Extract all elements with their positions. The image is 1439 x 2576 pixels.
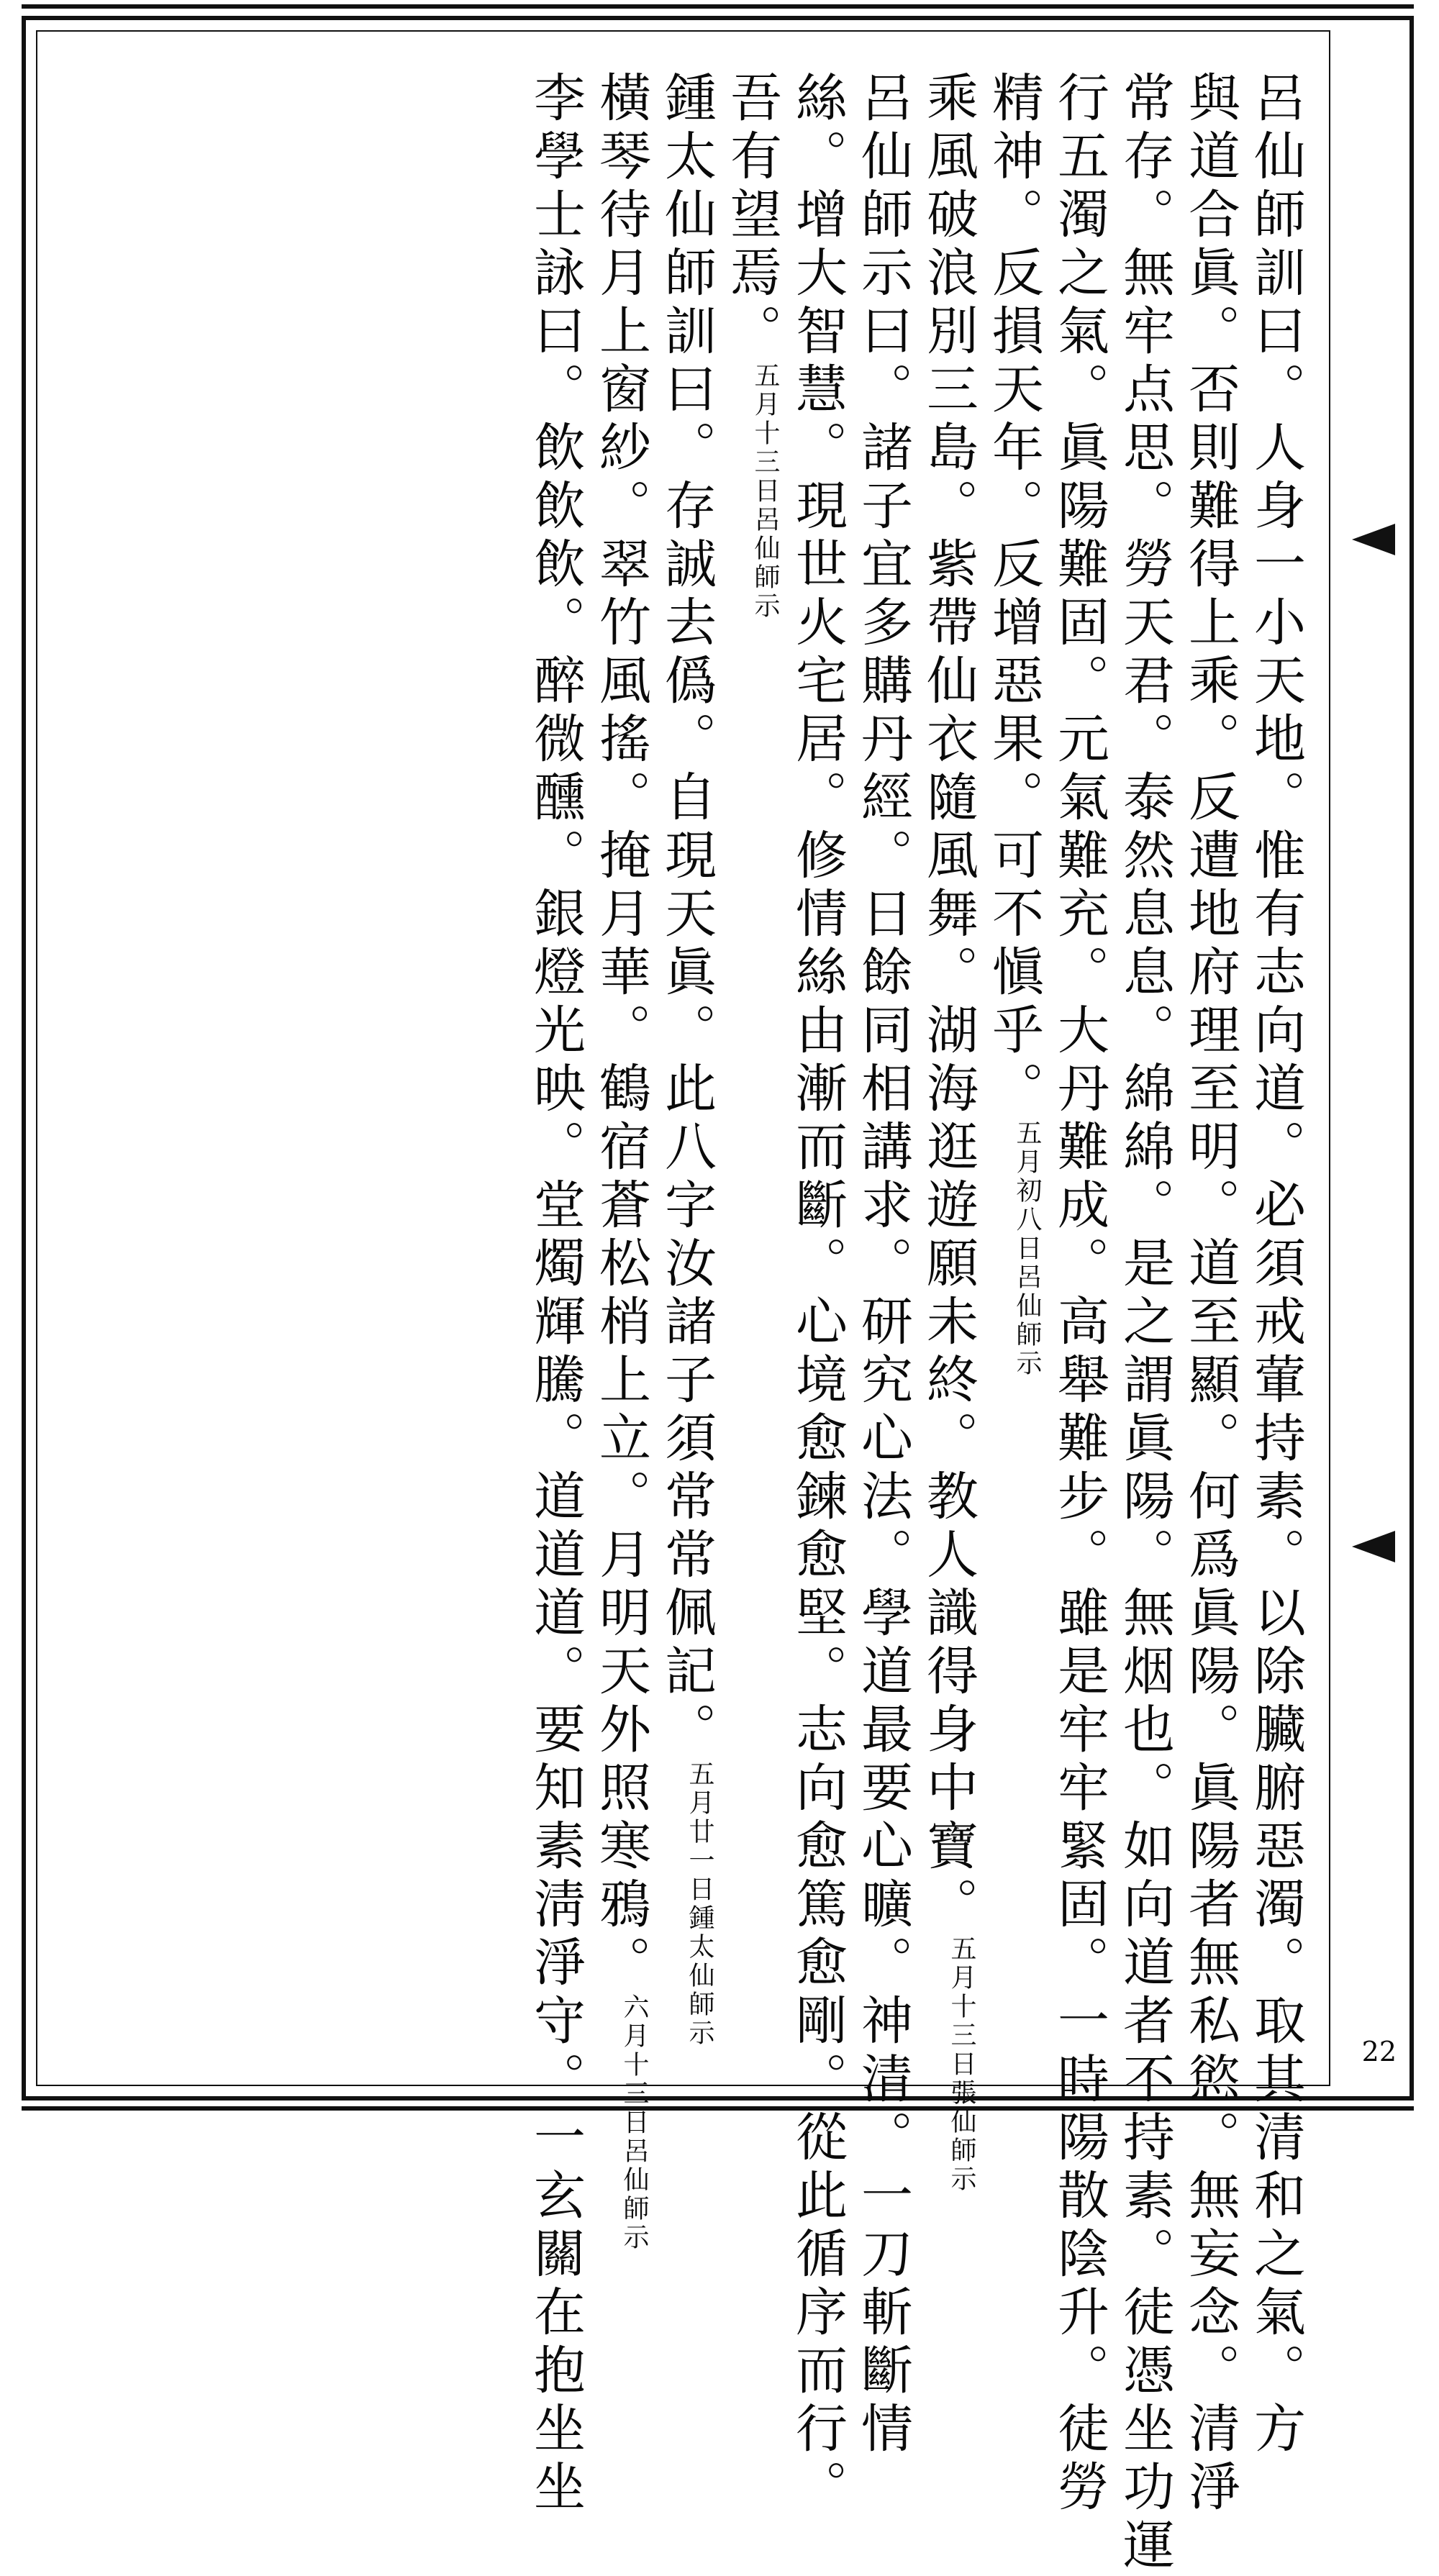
- text-column: [853, 70, 913, 2459]
- column-text: 與道合眞。否則難得上乘。反遭地府理至明。道至顯。何爲眞陽。眞陽者無私慾。無妄念。清淨: [1180, 70, 1240, 2518]
- text-column: [1049, 70, 1109, 2518]
- column-text: 吾有望焉。: [722, 70, 782, 362]
- column-text: 呂仙師訓曰。人身一小天地。惟有志向道。必須戒葷持素。以除臟腑惡濁。取其清和之氣。方: [1245, 70, 1306, 2459]
- column-text: 乘風破浪別三島。紫帶仙衣隨風舞。湖海逛遊願未終。教人識得身中寶。: [918, 70, 979, 1935]
- text-column: [1115, 70, 1175, 2576]
- page-number: 22: [1361, 2036, 1397, 2067]
- column-text: 常存。無牢点思。勞天君。泰然息息。綿綿。是之謂眞陽。無烟也。如向道者不持素。徒憑坐功運: [1115, 70, 1175, 2576]
- text-column: [591, 70, 651, 2252]
- margin-marker-bottom: [1352, 1531, 1395, 1562]
- text-column: [984, 70, 1044, 2056]
- margin-marker-top: [1352, 524, 1395, 555]
- text-column: [722, 70, 782, 2056]
- text-column: [1245, 70, 1306, 2459]
- text-column: [918, 70, 979, 2194]
- text-column: [525, 70, 586, 2518]
- column-text: 橫琴待月上窗紗。翠竹風搖。掩月華。鶴宿蒼松梢上立。月明天外照寒鴉。: [591, 70, 651, 1993]
- text-column: [787, 70, 848, 2518]
- top-rule: [22, 4, 1414, 9]
- column-text: 行五濁之氣。眞陽難固。元氣難充。大丹難成。高舉難步。雖是牢牢緊固。一時陽散陰升。徒勞: [1049, 70, 1109, 2518]
- date-attribution: 五月初八日呂仙師示: [1012, 1119, 1042, 1378]
- column-text: 李學士詠曰。飲飲飲。醉微醺。銀燈光映。堂燭輝騰。道道道。要知素淸淨守。一玄關在抱坐坐: [525, 70, 586, 2518]
- column-text: 呂仙師示曰。諸子宜多購丹經。日餘同相講求。研究心法。學道最要心曠。神清。一刀斬斷情: [853, 70, 913, 2459]
- date-attribution: 六月十三日呂仙師示: [619, 1993, 649, 2252]
- date-attribution: 五月十三日張仙師示: [947, 1935, 976, 2194]
- column-text: 精神。反損天年。反增惡果。可不愼乎。: [984, 70, 1044, 1119]
- date-attribution: 五月廿一日鍾太仙師示: [685, 1760, 714, 2048]
- column-text: 鍾太仙師訓曰。存誠去僞。自現天眞。此八字汝諸子須常常佩記。: [656, 70, 717, 1760]
- date-attribution: 五月十三日呂仙師示: [750, 362, 780, 621]
- text-column: [656, 70, 717, 2056]
- text-columns: [516, 70, 1306, 2576]
- text-column: [1180, 70, 1240, 2518]
- page-frame: [22, 16, 1414, 2576]
- column-text: 絲。增大智慧。現世火宅居。修情絲由漸而斷。心境愈鍊愈堅。志向愈篤愈剛。從此循序而行。: [787, 70, 848, 2518]
